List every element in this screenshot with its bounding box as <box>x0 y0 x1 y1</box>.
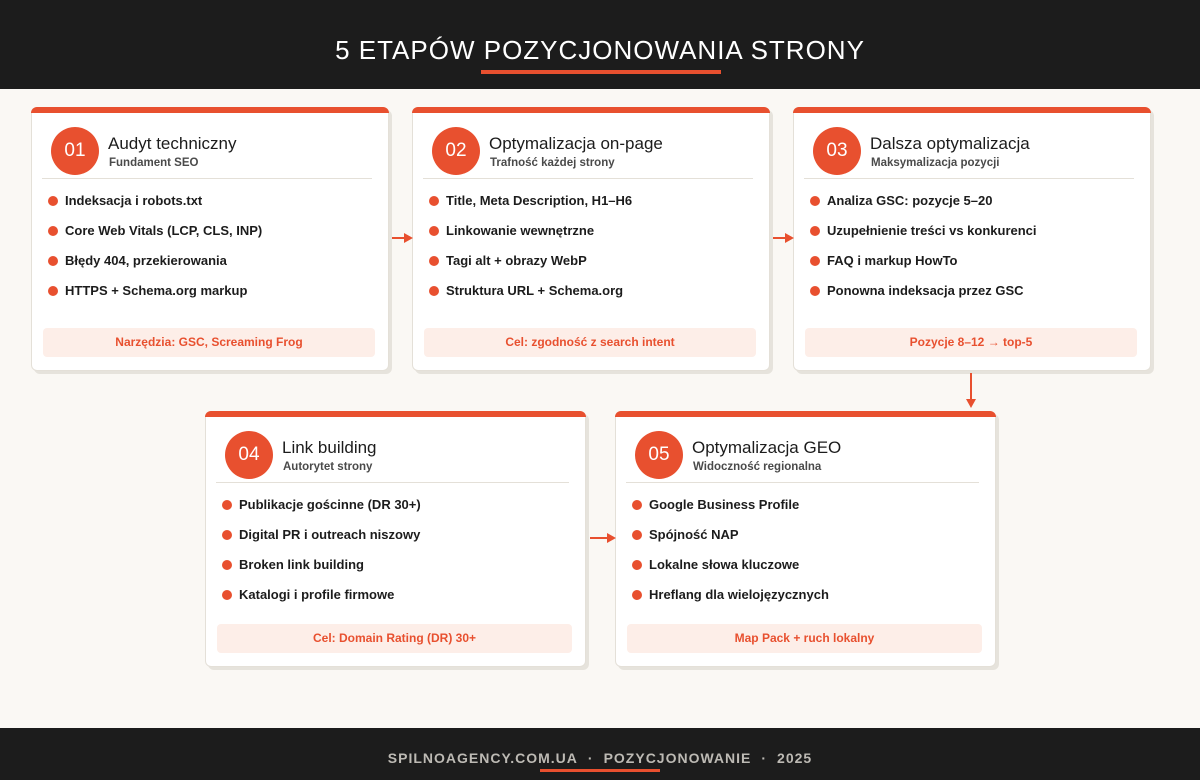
step-card-04 <box>205 411 586 667</box>
bullet-dot-icon <box>632 500 642 510</box>
arrow-right-icon <box>392 231 414 245</box>
step-item <box>220 526 421 556</box>
step-number-badge: 01 <box>51 127 99 175</box>
title-underline <box>481 70 721 74</box>
step-item-list <box>427 192 632 312</box>
footer-bar <box>0 728 1200 780</box>
step-item <box>220 586 421 616</box>
step-item-text: Title, Meta Description, H1–H6 <box>446 193 633 208</box>
step-item <box>46 252 262 282</box>
bullet-dot-icon <box>48 196 58 206</box>
step-card-02 <box>412 107 770 371</box>
step-title: Link building <box>282 438 377 457</box>
step-item <box>220 556 421 586</box>
bullet-dot-icon <box>429 226 439 236</box>
bullet-dot-icon <box>222 500 232 510</box>
step-item <box>808 252 1037 282</box>
footer-separator: · <box>587 750 594 766</box>
bullet-dot-icon <box>429 286 439 296</box>
card-divider <box>804 178 1134 179</box>
step-item-text: Lokalne słowa kluczowe <box>649 557 800 572</box>
step-title: Optymalizacja GEO <box>692 438 842 457</box>
card-accent-bar <box>31 107 389 113</box>
bullet-dot-icon <box>222 590 232 600</box>
step-item-list <box>630 496 829 616</box>
bullet-dot-icon <box>48 286 58 296</box>
step-item-text: Core Web Vitals (LCP, CLS, INP) <box>65 223 263 238</box>
step-number-badge: 04 <box>225 431 273 479</box>
arrow-right-icon <box>590 531 618 545</box>
step-title: Dalsza optymalizacja <box>870 134 1030 153</box>
step-item <box>630 556 829 586</box>
bullet-dot-icon <box>222 530 232 540</box>
footer-topic: POZYCJONOWANIE <box>603 750 752 766</box>
bullet-dot-icon <box>429 256 439 266</box>
step-item <box>427 282 632 312</box>
card-divider <box>626 482 979 483</box>
step-card-05 <box>615 411 996 667</box>
footer-separator: · <box>761 750 768 766</box>
step-item-text: Indeksacja i robots.txt <box>65 193 203 208</box>
card-accent-bar <box>793 107 1151 113</box>
arrow-right-icon <box>773 231 795 245</box>
bullet-dot-icon <box>810 196 820 206</box>
step-item-text: Hreflang dla wielojęzycznych <box>649 587 829 602</box>
footer-credits <box>0 749 1200 767</box>
card-accent-bar <box>412 107 770 113</box>
step-item <box>46 222 262 252</box>
card-accent-bar <box>205 411 586 417</box>
bullet-dot-icon <box>632 560 642 570</box>
card-accent-bar <box>615 411 996 417</box>
step-item <box>220 496 421 526</box>
footer-underline <box>540 769 660 772</box>
step-subtitle: Autorytet strony <box>283 461 373 473</box>
step-item-text: Uzupełnienie treści vs konkurenci <box>827 223 1037 238</box>
bullet-dot-icon <box>48 256 58 266</box>
step-item-text: Linkowanie wewnętrzne <box>446 223 595 238</box>
bullet-dot-icon <box>429 196 439 206</box>
card-divider <box>42 178 372 179</box>
step-number-badge: 05 <box>635 431 683 479</box>
step-item <box>808 282 1037 312</box>
step-item <box>427 192 632 222</box>
bullet-dot-icon <box>632 590 642 600</box>
step-item-text: Ponowna indeksacja przez GSC <box>827 283 1024 298</box>
bullet-dot-icon <box>632 530 642 540</box>
step-goal-box: Cel: Domain Rating (DR) 30+ <box>217 624 572 653</box>
step-item-text: Digital PR i outreach niszowy <box>239 527 421 542</box>
bullet-dot-icon <box>810 226 820 236</box>
bullet-dot-icon <box>810 256 820 266</box>
step-item-text: Katalogi i profile firmowe <box>239 587 395 602</box>
step-card-01 <box>31 107 389 371</box>
step-item <box>46 282 262 312</box>
bullet-dot-icon <box>48 226 58 236</box>
step-item-text: Publikacje gościnne (DR 30+) <box>239 497 421 512</box>
header-bar <box>0 0 1200 89</box>
step-item-text: Tagi alt + obrazy WebP <box>446 253 587 268</box>
step-subtitle: Maksymalizacja pozycji <box>871 157 1000 169</box>
step-item-list <box>220 496 421 616</box>
step-goal-box: Cel: zgodność z search intent <box>424 328 756 357</box>
step-item <box>46 192 262 222</box>
step-goal-box: Narzędzia: GSC, Screaming Frog <box>43 328 375 357</box>
step-subtitle: Fundament SEO <box>109 157 199 169</box>
step-item <box>630 526 829 556</box>
step-item-text: Broken link building <box>239 557 364 572</box>
card-divider <box>216 482 569 483</box>
step-item-text: FAQ i markup HowTo <box>827 253 958 268</box>
step-item-text: Struktura URL + Schema.org <box>446 283 624 298</box>
step-card-03 <box>793 107 1151 371</box>
page-title: 5 ETAPÓW POZYCJONOWANIA STRONY <box>335 35 865 65</box>
step-item-text: Google Business Profile <box>649 497 800 512</box>
step-number-badge: 03 <box>813 127 861 175</box>
step-item-list <box>808 192 1037 312</box>
step-item <box>427 222 632 252</box>
step-item-text: Analiza GSC: pozycje 5–20 <box>827 193 993 208</box>
arrow-down-icon <box>964 373 978 409</box>
step-item <box>808 192 1037 222</box>
step-subtitle: Widoczność regionalna <box>693 461 822 473</box>
step-item-text: Błędy 404, przekierowania <box>65 253 227 268</box>
step-title: Audyt techniczny <box>108 134 237 153</box>
step-item <box>808 222 1037 252</box>
bullet-dot-icon <box>222 560 232 570</box>
step-goal-box: Pozycje 8–12 → top-5 <box>805 328 1137 357</box>
step-goal-box: Map Pack + ruch lokalny <box>627 624 982 653</box>
footer-year: 2025 <box>777 750 813 766</box>
step-item-list <box>46 192 262 312</box>
step-item-text: HTTPS + Schema.org markup <box>65 283 248 298</box>
card-divider <box>423 178 753 179</box>
step-subtitle: Trafność każdej strony <box>490 157 615 169</box>
step-number-badge: 02 <box>432 127 480 175</box>
step-item-text: Spójność NAP <box>649 527 739 542</box>
step-item <box>630 496 829 526</box>
step-item <box>630 586 829 616</box>
step-title: Optymalizacja on-page <box>489 134 663 153</box>
footer-site: SPILNOAGENCY.COM.UA <box>387 750 578 766</box>
step-item <box>427 252 632 282</box>
bullet-dot-icon <box>810 286 820 296</box>
